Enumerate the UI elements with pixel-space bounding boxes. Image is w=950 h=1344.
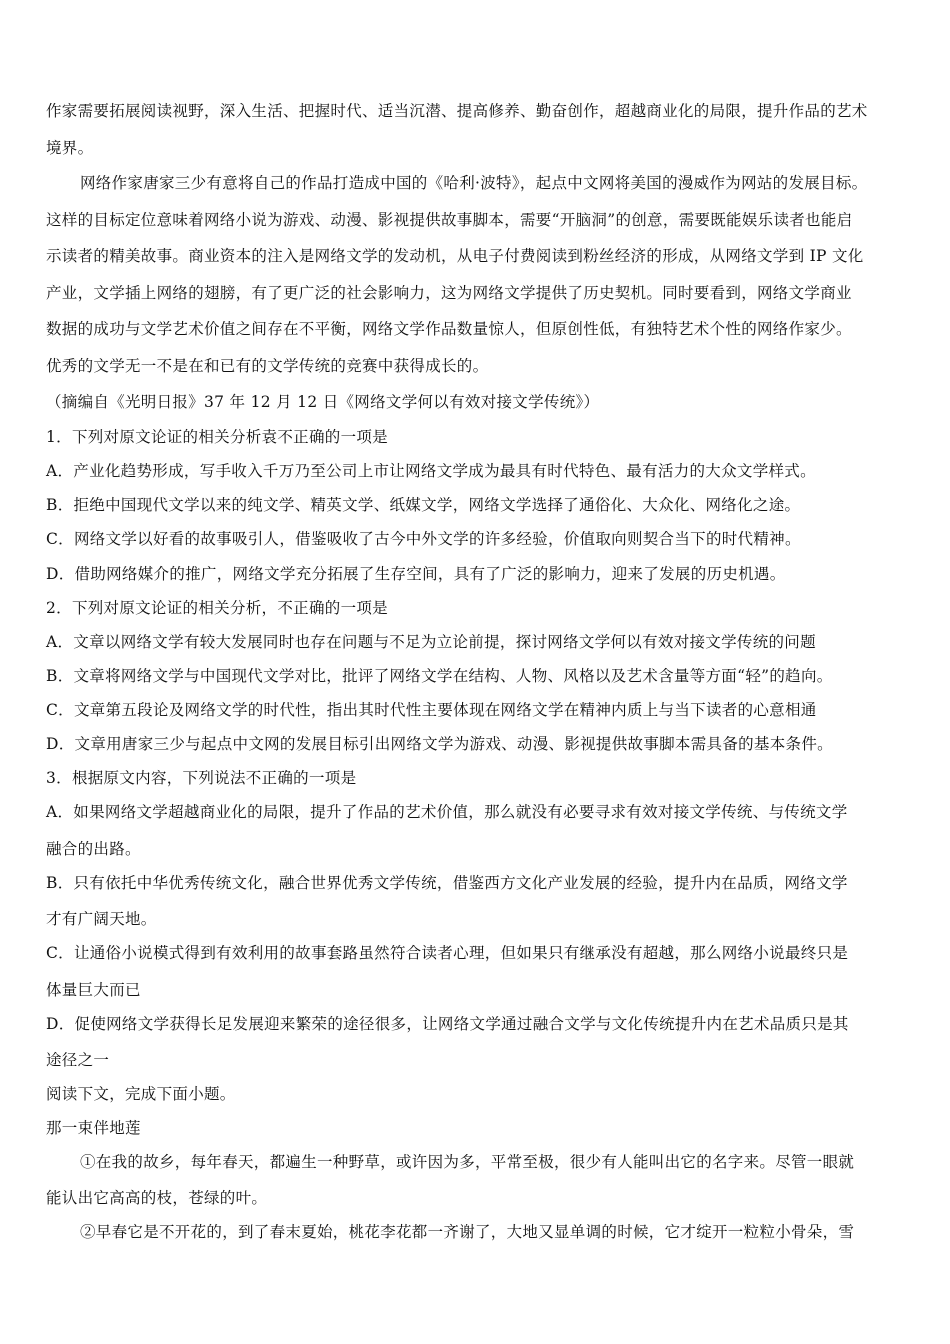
question-2: 2．下列对原文论证的相关分析，不正确的一项是	[46, 599, 388, 617]
paragraph-line: 网络作家唐家三少有意将自己的作品打造成中国的《哈利·波特》，起点中文网将美国的漫威作为网站的发展目标。	[80, 174, 868, 192]
paragraph-line: 产业，文学插上网络的翅膀，有了更广泛的社会影响力，这为网络文学提供了历史契机。同时要看到，网络文学商业	[46, 284, 852, 302]
paragraph-line: 能认出它高高的枝，苍绿的叶。	[46, 1189, 268, 1207]
option-3b: B．只有依托中华优秀传统文化，融合世界优秀文学传统，借鉴西方文化产业发展的经验，提升内在品质，网络文学	[46, 874, 848, 892]
option-3b-cont: 才有广阔天地。	[46, 910, 157, 928]
story-title: 那一束伴地莲	[46, 1119, 141, 1137]
option-2d: D．文章用唐家三少与起点中文网的发展目标引出网络文学为游戏、动漫、影视提供故事脚本需具备的基本条件。	[46, 735, 833, 753]
option-1d: D．借助网络媒介的推广，网络文学充分拓展了生存空间，具有了广泛的影响力，迎来了发展的历史机遇。	[46, 565, 786, 583]
option-3d: D．促使网络文学获得长足发展迎来繁荣的途径很多，让网络文学通过融合文学与文化传统提升内在艺术品质只是其	[46, 1015, 849, 1033]
option-3a: A．如果网络文学超越商业化的局限，提升了作品的艺术价值，那么就没有必要寻求有效对接文学传统、与传统文学	[46, 803, 848, 821]
paragraph-line: 作家需要拓展阅读视野，深入生活、把握时代、适当沉潜、提高修养、勤奋创作，超越商业化的局限，提升作品的艺术	[46, 102, 868, 120]
reading-instruction: 阅读下文，完成下面小题。	[46, 1085, 236, 1103]
option-3a-cont: 融合的出路。	[46, 840, 141, 858]
question-3: 3．根据原文内容，下列说法不正确的一项是	[46, 769, 357, 787]
paragraph-line: 优秀的文学无一不是在和已有的文学传统的竞赛中获得成长的。	[46, 357, 489, 375]
source-citation: （摘编自《光明日报》37 年 12 月 12 日《网络文学何以有效对接文学传统》）	[46, 393, 600, 411]
option-1a: A．产业化趋势形成，写手收入千万乃至公司上市让网络文学成为最具有时代特色、最有活力的大众文学样式。	[46, 462, 816, 480]
option-3d-cont: 途径之一	[46, 1051, 110, 1069]
paragraph-line: 数据的成功与文学艺术价值之间存在不平衡，网络文学作品数量惊人，但原创性低，有独特艺术个性的网络作家少。	[46, 320, 852, 338]
option-2b: B．文章将网络文学与中国现代文学对比，批评了网络文学在结构、人物、风格以及艺术含量等方面“轻”的趋向。	[46, 667, 833, 685]
question-1: 1．下列对原文论证的相关分析袁不正确的一项是	[46, 428, 388, 446]
paragraph-line: ①在我的故乡，每年春天，都遍生一种野草，或许因为多，平常至极，很少有人能叫出它的名字来。尽管一眼就	[80, 1153, 855, 1171]
option-3c-cont: 体量巨大而已	[46, 981, 141, 999]
option-3c: C．让通俗小说模式得到有效利用的故事套路虽然符合读者心理，但如果只有继承没有超越，那么网络小说最终只是	[46, 944, 849, 962]
option-2a: A．文章以网络文学有较大发展同时也存在问题与不足为立论前提，探讨网络文学何以有效对接文学传统的问题	[46, 633, 816, 651]
paragraph-line: 境界。	[46, 139, 94, 157]
paragraph-line: 这样的目标定位意味着网络小说为游戏、动漫、影视提供故事脚本，需要“开脑洞”的创意，需要既能娱乐读者也能启	[46, 211, 853, 229]
option-1c: C．网络文学以好看的故事吸引人，借鉴吸收了古今中外文学的许多经验，价值取向则契合当下的时代精神。	[46, 530, 801, 548]
option-1b: B．拒绝中国现代文学以来的纯文学、精英文学、纸媒文学，网络文学选择了通俗化、大众化、网络化之途。	[46, 496, 801, 514]
paragraph-line: 示读者的精美故事。商业资本的注入是网络文学的发动机，从电子付费阅读到粉丝经济的形成，从网络文学到 IP 文化	[46, 247, 864, 265]
option-2c: C．文章第五段论及网络文学的时代性，指出其时代性主要体现在网络文学在精神内质上与当下读者的心意相通	[46, 701, 817, 719]
paragraph-line: ②早春它是不开花的，到了春末夏始，桃花李花都一齐谢了，大地又显单调的时候，它才绽开一粒粒小骨朵，雪	[80, 1223, 855, 1241]
